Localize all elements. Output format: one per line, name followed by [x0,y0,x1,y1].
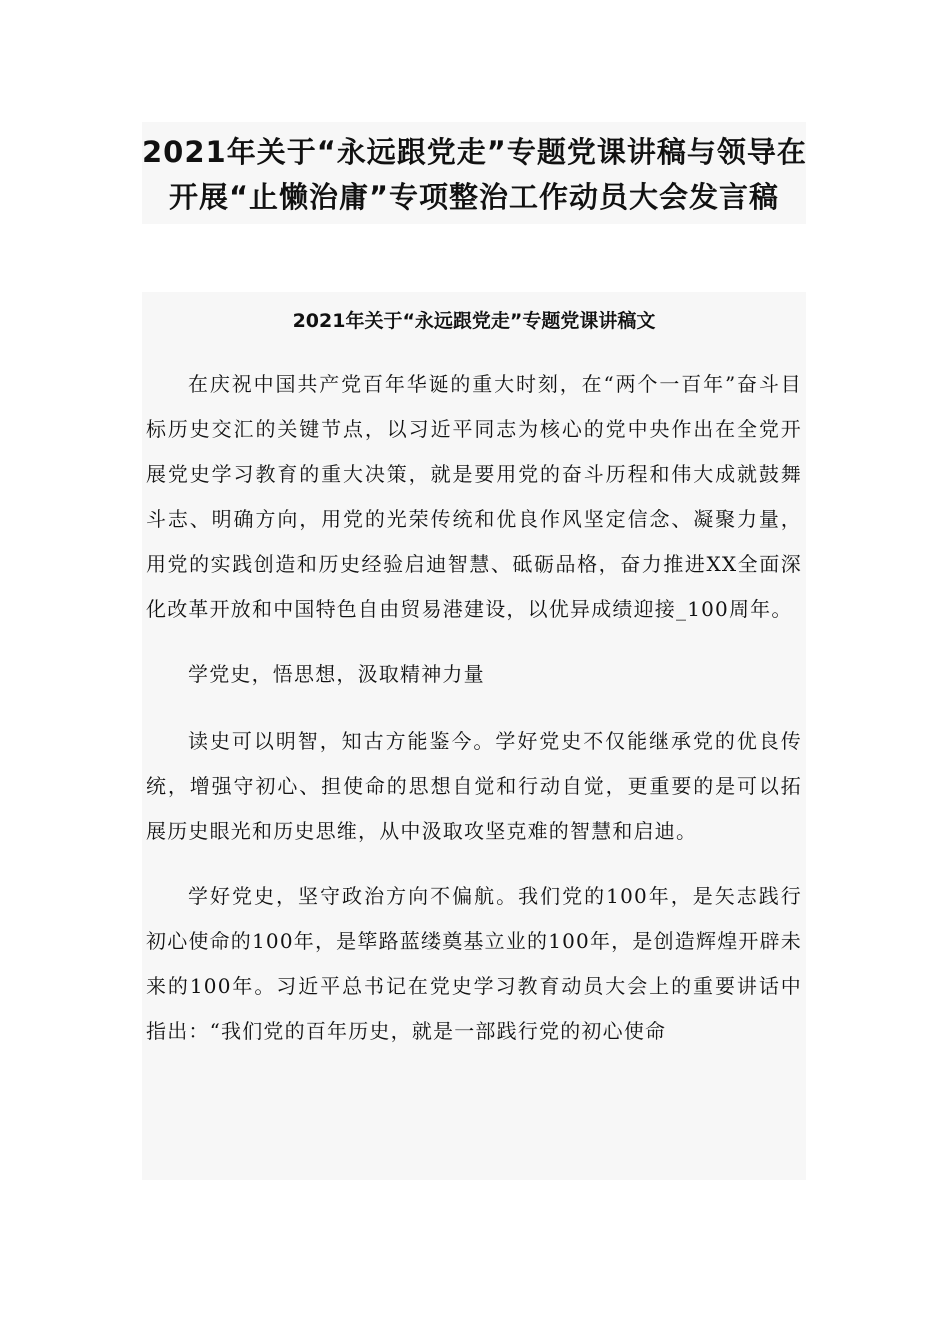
document-title [142,122,806,224]
paragraph-subheading: 学党史，悟思想，汲取精神力量 [188,662,485,686]
paragraph-political-direction: 学好党史，坚守政治方向不偏航。我们党的100年，是矢志践行初心使命的100年，是筚路蓝缕奠基立业的100年，是创造辉煌开辟未来的100年。习近平总书记在党史学习教育动员大会上的重要讲话中指出：“我们党的百年历史，就是一部践行党的初心使命 [146,884,802,1043]
document-body [142,292,806,1180]
paragraph-history: 读史可以明智，知古方能鉴今。学好党史不仅能继承党的优良传统，增强守初心、担使命的思想自觉和行动自觉，更重要的是可以拓展历史眼光和历史思维，从中汲取攻坚克难的智慧和启迪。 [146,729,802,843]
document-title-line-2: 开展“止懒治庸”专项整治工作动员大会发言稿 [168,180,780,214]
section-title: 2021年关于“永远跟党走”专题党课讲稿文 [292,310,656,332]
document-title-line-1: 2021年关于“永远跟党走”专题党课讲稿与领导在 [142,135,807,169]
paragraph-intro: 在庆祝中国共产党百年华诞的重大时刻，在“两个一百年”奋斗目标历史交汇的关键节点，以习近平同志为核心的党中央作出在全党开展党史学习教育的重大决策，就是要用党的奋斗历程和伟大成就鼓舞斗志、明确方向，用党的光荣传统和优良作风坚定信念、凝聚力量，用党的实践创造和历史经验启迪智慧、砥砺品格，奋力推进XX全面深化改革开放和中国特色自由贸易港建设，以优异成绩迎接_100周年。 [146,372,802,621]
